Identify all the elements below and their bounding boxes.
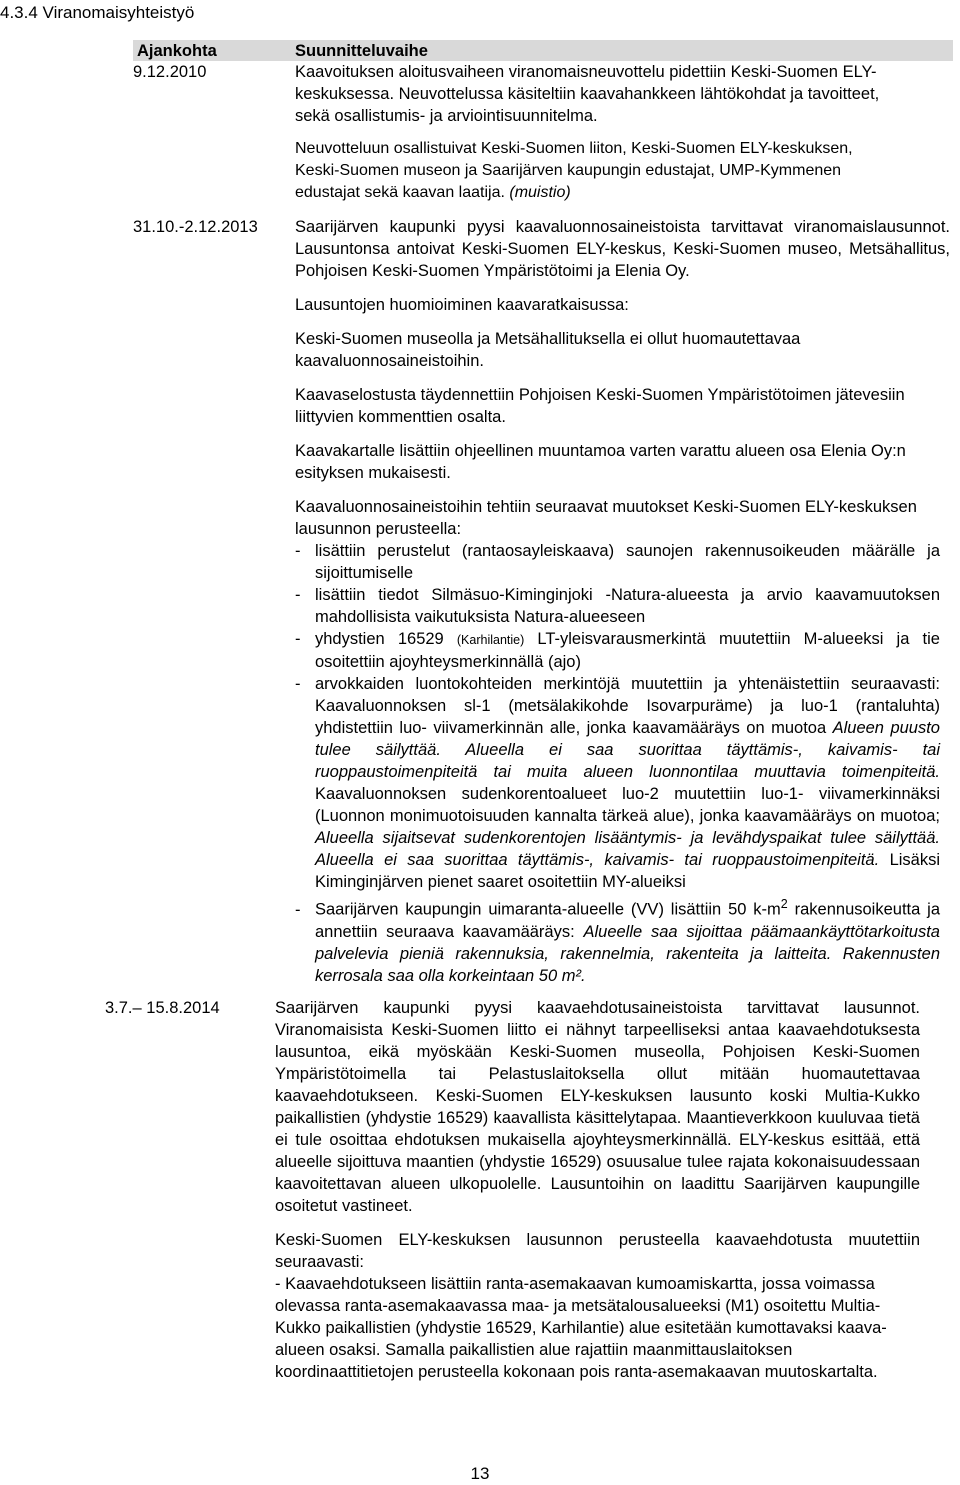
- paragraph: Lausuntojen huomioiminen kaavaratkaisussa:: [295, 296, 629, 314]
- table-header: [133, 40, 953, 61]
- coordination-table: [105, 40, 953, 1383]
- header-phase: Suunnitteluvaihe: [295, 42, 428, 60]
- paragraph: Keski-Suomen ELY-keskuksen lausunnon perusteella kaavaehdotusta muutettiin seuraavasti:: [275, 1230, 920, 1271]
- regulation-text: Alueen puusto tulee säilyttää. Alueella ei saa suorittaa täyttämis-, kaivamis- tai ruoppaustoimenpiteitä tai muita alueen luonnontilaa muuttavia toimenpiteitä.: [315, 719, 940, 781]
- list-item: [295, 673, 940, 893]
- list-item: - lisättiin tiedot Silmäsuo-Kiminginjoki -Natura-alueesta ja arvio kaavamuutoksen mahdollisista vaikutuksista Natura-alueeseen: [295, 584, 940, 628]
- regulation-text: Alueella sijaitsevat sudenkorentojen lisääntymis- ja levähdyspaikat tulee säilyttää. Alueella ei saa suorittaa täyttämis-, kaivamis- tai ruoppaustoimenpiteitä.: [315, 829, 940, 869]
- list-text: Kaavaluonnoksen sudenkorentoalueet luo-2 muutettiin luo-1- viivamerkinnäksi (Luonnon monimuotoisuuden kannalta tärkeä alue), jonka kaavamääräys on muotoa;: [315, 785, 940, 825]
- paragraph-text: Neuvotteluun osallistuivat Keski-Suomen liiton, Keski-Suomen ELY-keskuksen, Keski-Suomen museon ja Saarijärven kaupungin edustajat, UMP-Kymmenen edustajat sekä kaavan laatija.: [295, 140, 853, 201]
- paragraph: Kaavaselostusta täydennettiin Pohjoisen Keski-Suomen Ympäristötoimen jätevesiin liittyvien kommenttien osalta.: [295, 386, 905, 426]
- paragraph: Keski-Suomen museolla ja Metsähallituksella ei ollut huomautettavaa kaavaluonnosaineistoihin.: [295, 330, 801, 370]
- list-text: Saarijärven kaupungin uimaranta-alueelle (VV) lisättiin 50 k-m: [315, 900, 781, 919]
- row-date: 3.7.– 15.8.2014: [105, 998, 220, 1017]
- note: (muistio): [509, 184, 571, 201]
- paragraph: Kaavaluonnosaineistoihin tehtiin seuraavat muutokset Keski-Suomen ELY-keskuksen lausunnon perusteella:: [295, 498, 917, 538]
- row-date: 31.10.-2.12.2013: [133, 218, 258, 236]
- paragraph: Kaavakartalle lisättiin ohjeellinen muuntamoa varten varattu alueen osa Elenia Oy:n esityksen mukaisesti.: [295, 442, 906, 482]
- superscript: 2: [780, 897, 788, 911]
- list-text: Lisäksi Kiminginjärven pienet saaret osoitettiin MY-alueiksi: [315, 851, 940, 891]
- paragraph: Saarijärven kaupunki pyysi kaavaehdotusaineistoista tarvittavat lausunnot. Viranomaisista Keski-Suomen liitto ei nähnyt tarpeelliseksi antaa kaavaehdotuksesta lausuntoa, eikä myöskään Keski-Suomen museolla, Pohjoisen Keski-Suomen Ympäristötoimella tai Pelastuslaitoksella ollut mitään huomautettavaa kaavaehdotukseen. Keski-Suomen ELY-keskuksen lausunto koski Multia-Kukko paikallistien (yhdystie 16529) kaavallista käsittelytapaa. Maantieverkkoon kuuluvaa tietä ei tule osoittaa ehdotuksen mukaisella ajoyhteysmerkinnällä. ELY-keskus esittää, että alueelle sijoittuva maantien (yhdystie 16529) osuusalue tulee rajata kokonaisuudessaan kaavoitettavan alueen ulkopuolelle. Lausuntoihin on laadittu Saarijärven kaupungille osoitetut vastineet.: [275, 998, 920, 1215]
- page-number: 13: [470, 1464, 490, 1483]
- list-text: LT-yleisvarausmerkintä muutettiin M-alueeksi ja tie osoitettiin ajoyhteysmerkinnällä (ajo): [315, 630, 940, 671]
- section-heading: 4.3.4 Viranomaisyhteistyö: [0, 3, 195, 22]
- table-row: [105, 997, 953, 1383]
- row-date: 9.12.2010: [133, 63, 207, 81]
- change-list: [295, 540, 940, 987]
- list-text: rakennusoikeutta ja annettiin seuraava kaavamääräys:: [315, 900, 940, 941]
- paragraph: Kaavoituksen aloitusvaiheen viranomaisneuvottelu pidettiin Keski-Suomen ELY-keskuksessa. Neuvottelussa käsiteltiin kaavahankkeen lähtökohdat ja tavoitteet, sekä osallistumis- ja arviointisuunnitelma.: [295, 63, 880, 125]
- list-text: arvokkaiden luontokohteiden merkintöjä muutettiin ja yhtenäistettiin seuraavasti: Kaavaluonnoksen sl-1 (metsälakikohde Isovarpurämе) ja luo-1 (rantaluhta) yhdistettiin luo- viivamerkinnän alle, jonka kaavamääräys on muotoa: [315, 675, 940, 737]
- row-content: [295, 216, 953, 987]
- table-row: [133, 61, 953, 204]
- row-content: [275, 997, 953, 1383]
- paragraph: [295, 138, 885, 204]
- row-content: [295, 61, 953, 204]
- list-item: [295, 893, 940, 987]
- header-date: Ajankohta: [137, 42, 217, 60]
- paragraph: - Kaavaehdotukseen lisättiin ranta-asemakaavan kumoamiskartta, jossa voimassa olevassa ranta-asemakaavassa maa- ja metsätalousalueeksi (M1) osoitettu Multia-Kukko paikallistien (yhdystie 16529, Karhilantie) alue esitetään kumottavaksi kaava-alueen osaksi. Samalla paikallistien alue rajattiin maanmittauslaitoksen koordinaattitietojen perusteella kokonaan pois ranta-asemakaavan muutoskartalta.: [275, 1274, 887, 1381]
- table-row: [133, 216, 953, 987]
- paragraph: Saarijärven kaupunki pyysi kaavaluonnosaineistoista tarvittavat viranomaislausunnot. Lausuntonsa antoivat Keski-Suomen ELY-keskus, Keski-Suomen museo, Metsähallitus, Pohjoisen Keski-Suomen Ympäristötoimi ja Elenia Oy.: [295, 218, 950, 280]
- list-text-small: (Karhilantie): [456, 633, 525, 647]
- list-item: [295, 628, 940, 673]
- list-item: - lisättiin perustelut (rantaosayleiskaava) saunojen rakennusoikeuden määrälle ja sijoittumiselle: [295, 540, 940, 584]
- list-text: yhdystien 16529: [315, 630, 444, 648]
- regulation-text: Alueelle saa sijoittaa päämaankäyttötarkoitusta palvelevia pieniä rakennuksia, rakennelmia, rakenteita ja laitteita. Rakennusten kerrosala saa olla korkeintaan 50 m².: [315, 922, 940, 985]
